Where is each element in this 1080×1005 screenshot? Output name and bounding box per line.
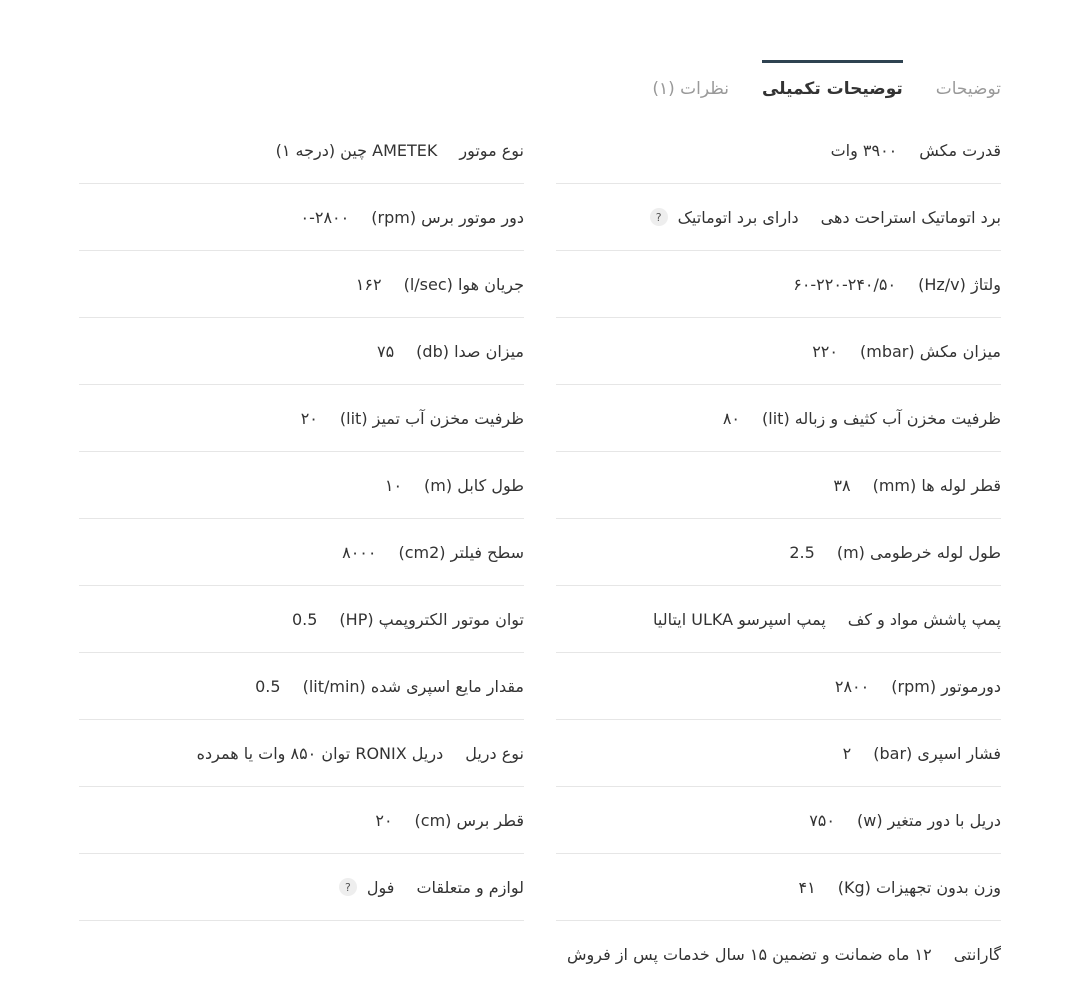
spec-value: ۲۸۰۰: [834, 676, 870, 696]
spec-value: دریل RONIX توان ۸۵۰ وات یا همرده: [196, 743, 444, 763]
spec-row: [556, 184, 1001, 251]
tab-description[interactable]: توضیحات: [935, 79, 1001, 99]
spec-row: [79, 318, 524, 385]
spec-label: ظرفیت مخزن آب تمیز (lit): [339, 408, 524, 428]
spec-row: [556, 251, 1001, 318]
spec-row: [556, 720, 1001, 787]
spec-label: دور موتور برس (rpm): [371, 207, 524, 227]
spec-value: 0.5: [291, 609, 318, 629]
spec-value: ۷۵۰: [809, 810, 835, 830]
spec-value: فول: [366, 877, 395, 897]
spec-row: [79, 653, 524, 720]
spec-label: جریان هوا (l/sec): [403, 274, 524, 294]
spec-row: [556, 385, 1001, 452]
spec-label: میزان مکش (mbar): [859, 341, 1001, 361]
spec-row: [79, 586, 524, 653]
spec-value: ۷۵: [376, 341, 395, 361]
spec-value: ۳۸: [833, 475, 851, 495]
spec-label: توان موتور الکتروپمپ (HP): [339, 609, 524, 629]
spec-label: نوع دریل: [465, 743, 524, 763]
spec-row: [556, 787, 1001, 854]
spec-value: دارای برد اتوماتیک: [677, 207, 799, 227]
spec-value: AMETEK چین (درجه ۱): [275, 140, 438, 160]
spec-row: [556, 586, 1001, 653]
spec-label: میزان صدا (db): [416, 341, 524, 361]
spec-label: پمپ پاشش مواد و کف: [847, 609, 1001, 629]
spec-row: [556, 519, 1001, 586]
spec-row: [79, 117, 524, 184]
tab-reviews[interactable]: نظرات (۱): [652, 79, 729, 99]
spec-row: [79, 854, 524, 921]
spec-row: [79, 251, 524, 318]
help-icon[interactable]: ?: [650, 208, 668, 226]
tab-bar: [652, 60, 1001, 100]
spec-row: [556, 921, 1001, 987]
spec-label: گارانتی: [953, 944, 1001, 964]
spec-value: پمپ اسپرسو ULKA ایتالیا: [652, 609, 826, 629]
spec-row: [79, 385, 524, 452]
spec-value: ۲۲۰: [812, 341, 838, 361]
spec-value: ۱۰: [384, 475, 403, 495]
spec-label: قطر لوله ها (mm): [872, 475, 1001, 495]
spec-label: سطح فیلتر (cm2): [398, 542, 524, 562]
spec-label: ظرفیت مخزن آب کثیف و زباله (lit): [762, 408, 1001, 428]
spec-value: ۱۲ ماه ضمانت و تضمین ۱۵ سال خدمات پس از فروش: [567, 944, 932, 964]
spec-value: ۲۰: [375, 810, 393, 830]
specs-column-right: [556, 117, 1001, 987]
spec-value: ۲۰: [300, 408, 318, 428]
specs-column-left: [79, 117, 524, 921]
spec-label: لوازم و متعلقات: [416, 877, 524, 897]
spec-label: طول لوله خرطومی (m): [836, 542, 1001, 562]
spec-value: 2.5: [789, 542, 815, 562]
spec-label: وزن بدون تجهیزات (Kg): [837, 877, 1001, 897]
spec-value: ۸۰: [722, 408, 741, 428]
spec-row: [556, 318, 1001, 385]
spec-label: دریل با دور متغیر (w): [856, 810, 1001, 830]
spec-label: نوع موتور: [459, 140, 524, 160]
spec-row: [79, 452, 524, 519]
tab-additional-info[interactable]: توضیحات تکمیلی: [762, 60, 903, 103]
spec-value: ۲: [842, 743, 852, 763]
spec-label: ولتاژ (Hz/v): [918, 274, 1001, 294]
spec-row: [79, 519, 524, 586]
spec-row: [556, 854, 1001, 921]
spec-label: طول کابل (m): [424, 475, 524, 495]
spec-label: مقدار مایع اسپری شده (lit/min): [302, 676, 524, 696]
spec-row: [556, 117, 1001, 184]
spec-label: برد اتوماتیک استراحت دهی: [820, 207, 1001, 227]
spec-label: قطر برس (cm): [414, 810, 524, 830]
help-icon[interactable]: ?: [339, 878, 357, 896]
spec-row: [79, 720, 524, 787]
spec-row: [556, 653, 1001, 720]
spec-label: قدرت مکش: [919, 140, 1001, 160]
spec-row: [556, 452, 1001, 519]
spec-value: ۶۰-۲۲۰-۲۴۰/۵۰: [793, 274, 897, 294]
spec-row: [79, 184, 524, 251]
spec-value: ۰-۲۸۰۰: [300, 207, 350, 227]
spec-value: ۱۶۲: [355, 274, 382, 294]
spec-value: ۳۹۰۰ وات: [830, 140, 898, 160]
spec-value: ۴۱: [798, 877, 816, 897]
spec-value: 0.5: [255, 676, 281, 696]
spec-row: [79, 787, 524, 854]
spec-label: فشار اسپری (bar): [873, 743, 1001, 763]
spec-value: ۸۰۰۰: [342, 542, 377, 562]
spec-label: دورموتور (rpm): [891, 676, 1001, 696]
